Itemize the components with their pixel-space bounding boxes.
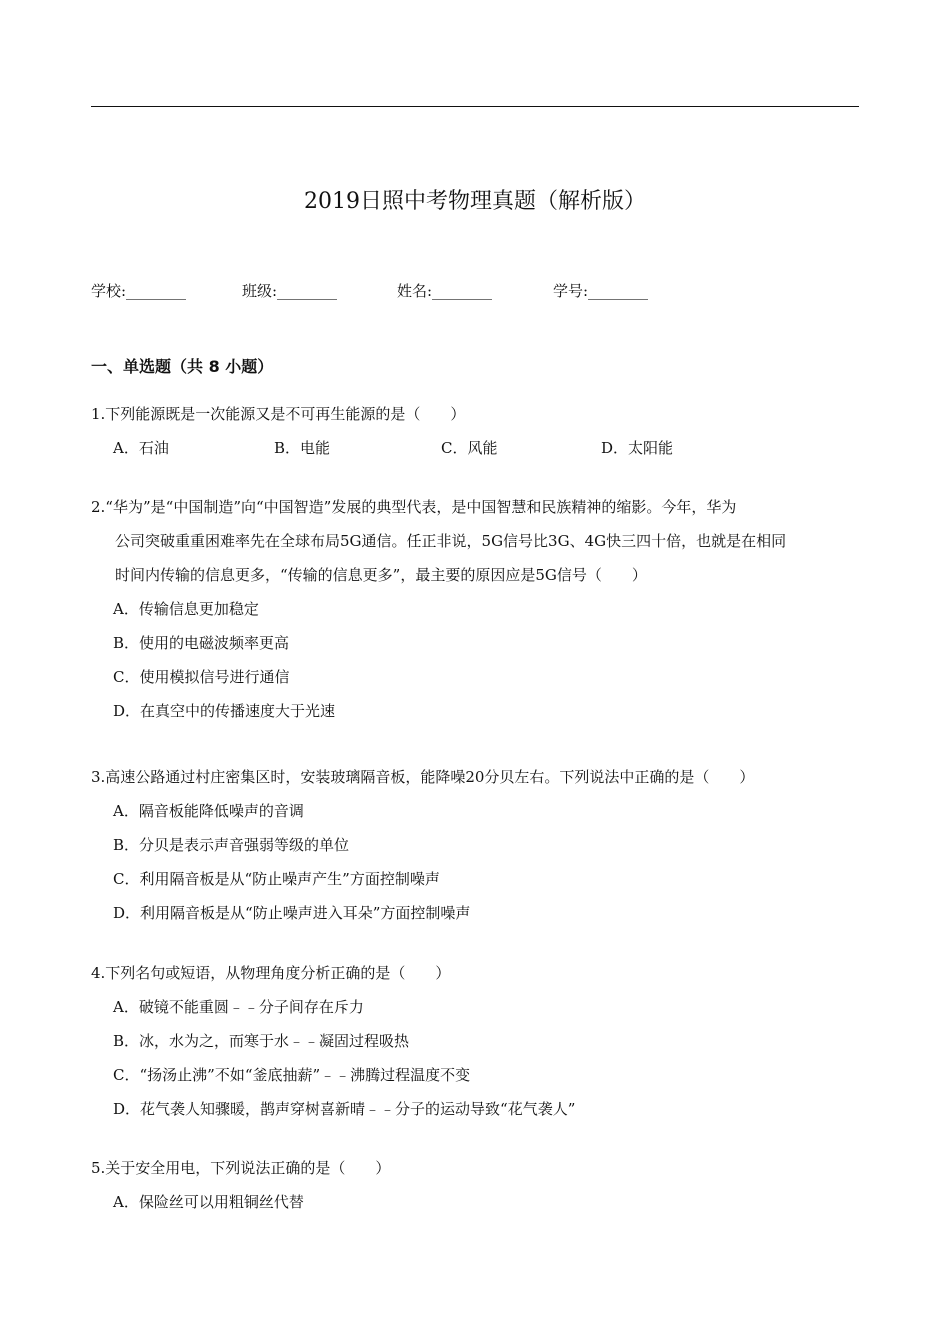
option-d: D．花气袭人知骤暖，鹊声穿树喜新晴﹣﹣分子的运动导致“花气袭人” xyxy=(113,1100,576,1118)
question-stem: 1.下列能源既是一次能源又是不可再生能源的是（ ） xyxy=(91,405,466,423)
option-c: C．风能 xyxy=(441,439,498,457)
option-a: A．隔音板能降低噪声的音调 xyxy=(113,802,304,820)
section-heading: 一、单选题（共 8 小题） xyxy=(91,357,274,376)
option-b: B．冰，水为之，而寒于水﹣﹣凝固过程吸热 xyxy=(113,1032,410,1050)
option-a: A．保险丝可以用粗铜丝代替 xyxy=(113,1193,304,1211)
question-1 xyxy=(91,397,861,465)
option-b: B．使用的电磁波频率更高 xyxy=(113,634,290,652)
student-number-field: 学号:________ xyxy=(553,282,649,300)
option-c: C．利用隔音板是从“防止噪声产生”方面控制噪声 xyxy=(113,870,440,888)
option-a: A．破镜不能重圆﹣﹣分子间存在斥力 xyxy=(113,998,364,1016)
page-title: 2019日照中考物理真题（解析版） xyxy=(304,189,646,214)
question-3 xyxy=(91,760,861,930)
question-5 xyxy=(91,1151,861,1219)
stem-line: 公司突破重重困难率先在全球布局5G通信。任正非说，5G信号比3G、4G快三四十倍，也就是在相同 xyxy=(115,532,787,550)
question-stem: 4.下列名句或短语，从物理角度分析正确的是（ ） xyxy=(91,964,451,982)
question-stem: 3.高速公路通过村庄密集区时，安装玻璃隔音板，能降噪20分贝左右。下列说法中正确的是（ ） xyxy=(91,768,755,786)
header-rule xyxy=(91,106,859,107)
option-d: D．太阳能 xyxy=(601,439,674,457)
name-field: 姓名:________ xyxy=(397,282,493,300)
question-stem xyxy=(91,490,861,592)
options-row xyxy=(91,431,861,465)
school-field: 学校:________ xyxy=(91,282,187,300)
class-field: 班级:________ xyxy=(242,282,338,300)
option-c: C．使用模拟信号进行通信 xyxy=(113,668,290,686)
option-d: D．利用隔音板是从“防止噪声进入耳朵”方面控制噪声 xyxy=(113,904,471,922)
option-b: B．分贝是表示声音强弱等级的单位 xyxy=(113,836,350,854)
stem-line: 时间内传输的信息更多，“传输的信息更多”，最主要的原因应是5G信号（ ） xyxy=(115,566,647,584)
option-a: A．传输信息更加稳定 xyxy=(113,600,259,618)
question-stem: 5.关于安全用电，下列说法正确的是（ ） xyxy=(91,1159,391,1177)
stem-line: 2.“华为”是“中国制造”向“中国智造”发展的典型代表，是中国智慧和民族精神的缩影。今年，华为 xyxy=(91,498,737,516)
option-a: A．石油 xyxy=(113,439,169,457)
option-c: C．“扬汤止沸”不如“釜底抽薪”﹣﹣沸腾过程温度不变 xyxy=(113,1066,471,1084)
option-d: D．在真空中的传播速度大于光速 xyxy=(113,702,336,720)
question-2 xyxy=(91,490,861,728)
option-b: B．电能 xyxy=(274,439,331,457)
question-4 xyxy=(91,956,861,1126)
